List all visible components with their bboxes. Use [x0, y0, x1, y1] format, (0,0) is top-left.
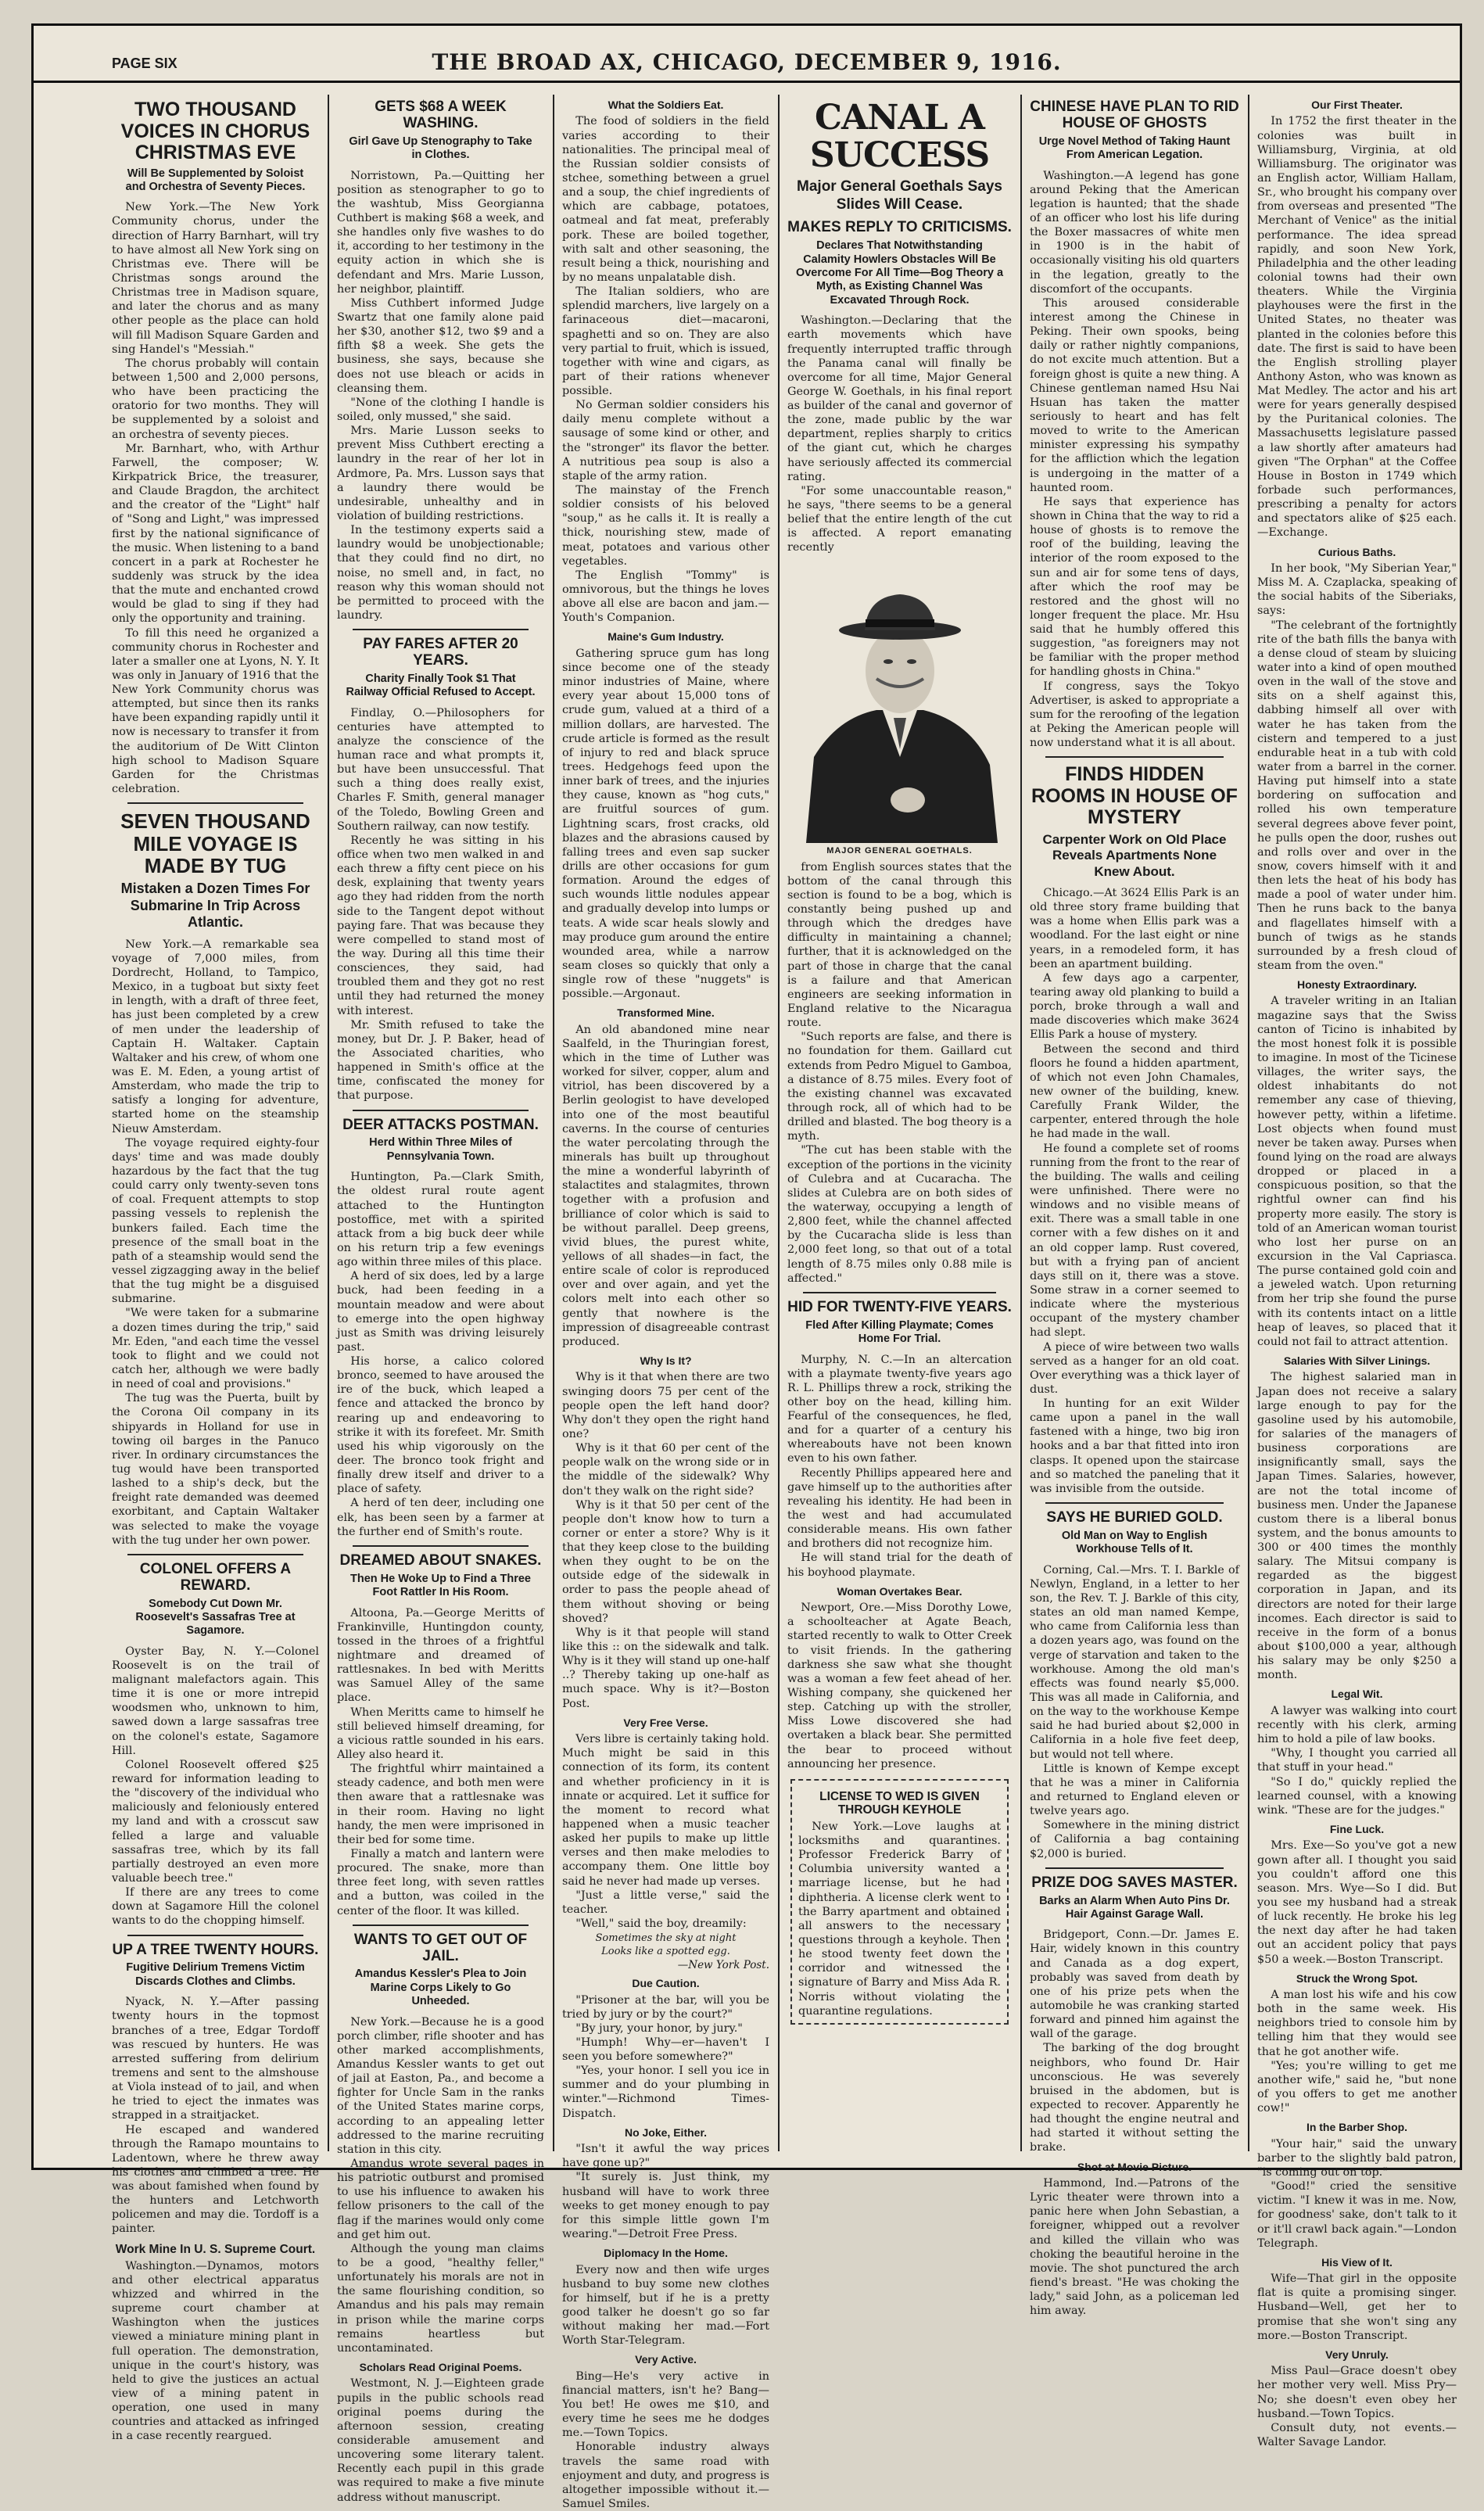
- headline: Very Free Verse.: [623, 1716, 708, 1729]
- paragraph: "The cut has been stable with the exception of the portions in the vicinity of Culebra and at Cucaracha. The slides at Culebra are on both sides of the waterway, occupying a length of 2,800 feet, while the channel affected by the Cucaracha slide is less than 2,000 feet long, so that out of a total length of 8.75 miles only 0.88 mile is affected.": [787, 1144, 1012, 1285]
- paragraph: "By jury, your honor, by jury.": [575, 2021, 743, 2035]
- column-rule: [328, 95, 329, 2151]
- headline: Very Unruly.: [1325, 2348, 1389, 2361]
- photo-caption: MAJOR GENERAL GOETHALS.: [826, 845, 973, 856]
- headline: CANAL A SUCCESS: [809, 98, 990, 176]
- paragraph: Miss Paul—Grace doesn't obey her mother very well. Miss Pry—No; she doesn't even obey her husband.—Town Topics.: [1257, 2365, 1457, 2420]
- headline: Transformed Mine.: [617, 1006, 715, 1020]
- paragraph: Recently he was sitting in his office when two men walked in and each threw a fifty cent piece on his desk, explaining that twenty years ago they had ridden from the north side to the Tangent depot without paying fare. That was because they were compelled to stand most of the way. During all this time their consciences, they said, had troubled them and they got no rest until they had returned the money with interest.: [337, 834, 544, 1017]
- paragraph: Wife—That girl in the opposite flat is quite a promising singer. Husband—Well, get her to promise that she won't sing any more.—Boston Transcript.: [1257, 2272, 1457, 2342]
- article-hidden-rooms: [1030, 764, 1239, 1496]
- subhead: Carpenter Work on Old Place Reveals Apartments None Knew About.: [1042, 831, 1227, 879]
- paragraph: He will stand trial for the death of his boyhood playmate.: [787, 1551, 1012, 1579]
- paragraph: "Prisoner at the bar, will you be tried by jury or by the court?": [562, 1993, 769, 2021]
- paragraph: A piece of wire between two walls served as a hanger for an old coat. Over everything was a thick layer of dust.: [1030, 1340, 1239, 1396]
- paragraph: "So I do," quickly replied the learned counsel, with a knowing wink. "These are for the judges.": [1257, 1775, 1457, 1817]
- paragraph: Bridgeport, Conn.—Dr. James E. Hair, widely known in this country and Canada as a dog expert, probably was saved from death by one of his prize pets when the automobile he was cranking started forward and pinned him against the wall of the garage.: [1030, 1928, 1239, 2041]
- headline: Salaries With Silver Linings.: [1283, 1354, 1431, 1367]
- article-why-is-it: [562, 1355, 769, 1711]
- paragraph: The mainstay of the French soldier consists of his beloved "soup," as he calls it. It is really a thick, nourishing stew, made of meat, potatoes and various other vegetables.: [562, 484, 769, 568]
- article-fares: [337, 637, 544, 1103]
- article-supreme-court-mine: [112, 2243, 319, 2444]
- headline: Curious Baths.: [1317, 545, 1396, 558]
- paragraph: He says that experience has shown in China that the way to rid a house of ghosts is to remove the roof of the building, leaving the interior of the room exposed to the sun and air for some tens of days, after which the roof may be restored and the ghost will no longer frequent the place. Mr. Hsu said that he humbly offered this suggestion, "as foreigners may not be familiar with the proper method for handling ghosts in China.": [1030, 495, 1239, 679]
- paragraph: Washington.—A legend has gone around Peking that the American legation is haunted; that the shade of an officer who lost his life during the Boxer massacres of white men in 1900 is in the habit of occasionally visiting his old quarters in the legation, greatly to the discomfort of the occupants.: [1030, 169, 1239, 296]
- paragraph: Murphy, N. C.—In an altercation with a playmate twenty-five years ago R. L. Phillips threw a rock, striking the other boy on the head, killing him. Fearful of the consequences, he fled, and for a quarter of a century his whereabouts have not been known even to his own father.: [787, 1353, 1012, 1465]
- article-colonel-reward: [112, 1562, 319, 1928]
- divider: [1045, 1867, 1224, 1869]
- paragraph: Recently Phillips appeared here and gave himself up to the authorities after revealing his identity. He had been in the west and had accumulated considerable means. His own father and brothers did not recognize him.: [787, 1466, 1012, 1551]
- divider: [803, 1292, 996, 1293]
- subhead: Somebody Cut Down Mr. Roosevelt's Sassafras Tree at Sagamore.: [135, 1597, 296, 1638]
- divider: [353, 1110, 529, 1111]
- paragraph: Vers libre is certainly taking hold. Much might be said in this connection of its form, its content and whether proficiency in it is innate or acquired. Let it suffice for the moment to record what happened when a music teacher asked her pupils to make up little verses and then make melodies to accompany them. One little boy said he never had made up verses.: [562, 1733, 769, 1888]
- subhead: MAKES REPLY TO CRITICISMS.: [787, 219, 1012, 236]
- paragraph: Nyack, N. Y.—After passing twenty hours in the topmost branches of a tree, Edgar Tordoff was rescued by hunters. He was arrested suffering from delirium tremens and sent to the almshouse at Viola instead of to jail, and when he tried to eject the inmates was strapped in a straitjacket.: [112, 1996, 319, 2122]
- paragraph: The English "Tommy" is omnivorous, but the things he loves above all else are bacon and jam.—Youth's Companion.: [562, 569, 769, 625]
- paragraph: Mr. Smith refused to take the money, but Dr. J. P. Baker, head of the Associated charities, who happened in Smith's office at the time, confiscated the money for that purpose.: [337, 1018, 544, 1103]
- headline: PRIZE DOG SAVES MASTER.: [1031, 1874, 1238, 1891]
- paragraph: Why is it that 50 per cent of the people don't know how to turn a corner or enter a store? Why is it that they keep close to the building when they ought to be on the outside edge of the sidewalk in order to pass the people ahead of them without shoving or being shoved?: [562, 1498, 769, 1625]
- article-canal: [787, 99, 1012, 1286]
- paragraph: In the testimony experts said a laundry would be unobjectionable; that they could find no dirt, no noise, no smell and, in fact, no reason why this woman should not be permitted to proceed with the laundry.: [337, 524, 544, 622]
- article-chorus: [112, 99, 319, 796]
- article-keyhole-license: [790, 1779, 1009, 2025]
- paragraph: A herd of ten deer, including one elk, has been seen by a farmer at the further end of Smith's route.: [337, 1497, 544, 1538]
- column-5: [1030, 95, 1239, 2318]
- article-prize-dog: [1030, 1875, 1239, 2155]
- article-no-joke: [562, 2127, 769, 2241]
- headline: PAY FARES AFTER 20 YEARS.: [363, 636, 518, 669]
- paragraph: Bing—He's very active in financial matters, isn't he? Bang—You bet! He owes me $10, and every time he sees me he dodges me.—Town Topics.: [562, 2369, 769, 2440]
- headline: Legal Wit.: [1331, 1688, 1383, 1701]
- article-free-verse: [562, 1717, 769, 1971]
- column-6: [1257, 95, 1457, 2448]
- paragraph: Somewhere in the mining district of California a bag containing $2,000 is buried.: [1030, 1819, 1239, 1860]
- headline: Honesty Extraordinary.: [1296, 978, 1417, 992]
- headline: Shot at Movie Picture.: [1077, 2160, 1192, 2173]
- divider: [353, 1925, 529, 1926]
- headline: Fine Luck.: [1329, 1822, 1385, 1835]
- article-curious-baths: [1257, 547, 1457, 973]
- subhead: Major General Goethals Says Slides Will Cease.: [797, 178, 1002, 213]
- column-rule: [1248, 95, 1249, 2151]
- paragraph: "Isn't it awful the way prices have gone up?": [562, 2143, 769, 2170]
- article-snakes: [337, 1553, 544, 1918]
- subhead: Urge Novel Method of Taking Haunt From American Legation.: [1038, 135, 1231, 162]
- article-due-caution: [562, 1978, 769, 2121]
- article-tug-voyage: [112, 810, 319, 1548]
- column-rule: [1020, 95, 1022, 2151]
- headline: UP A TREE TWENTY HOURS.: [112, 1941, 319, 1958]
- subhead: Will Be Supplemented by Soloist and Orchestra of Seventy Pieces.: [125, 167, 306, 193]
- newspaper-dateline: THE BROAD AX, CHICAGO, DECEMBER 9, 1916.: [432, 49, 1062, 75]
- headline: No Joke, Either.: [624, 2125, 708, 2139]
- subhead: Then He Woke Up to Find a Three Foot Rattler In His Room.: [350, 1572, 531, 1599]
- headline: Scholars Read Original Poems.: [359, 2360, 522, 2373]
- paragraph: Honorable industry always travels the same road with enjoyment and duty, and progress is altogether impossible without it.—Samuel Smiles.: [562, 2441, 769, 2511]
- paragraph: Why is it that when there are two swinging doors 75 per cent of the people open the left hand door? Why don't they open the right hand one?: [562, 1371, 769, 1440]
- article-wrong-spot: [1257, 1973, 1457, 2116]
- article-soldiers-eat: [562, 99, 769, 625]
- article-up-a-tree: [112, 1942, 319, 2237]
- paragraph: Little is known of Kempe except that he was a miner in California and returned to England eleven or twelve years ago.: [1030, 1762, 1239, 1818]
- paragraph: A traveler writing in an Italian magazine says that the Swiss canton of Ticino is inhabited by the most honest folk it is possible to imagine. In most of the Ticinese villages, the writer says, the oldest inhabitants do not remember any case of thieving, however petty, within a lifetime. Lost objects when found must never be taken away. Purses when found lying on the road are always dropped or placed in a conspicuous position, so that the rightful owner can find his property more easily. The story is told of an American woman tourist who lost her purse on an excursion in the Val Capriasca. The purse contained gold coin and a jeweled watch. Upon returning from her trip she found the purse with its contents intact on a little heap of leaves, so placed that it could not fail to attract attention.: [1257, 995, 1457, 1348]
- paragraph: New York.—A remarkable sea voyage of 7,000 miles, from Dordrecht, Holland, to Tampico, Mexico, in a tugboat but sixty feet in length, with a draft of three feet, has just been completed by a crew of men under the leadership of Captain H. Waltaker. Captain Waltaker and his crew, of whom one was E. M. Eden, a young artist of Amsterdam, who made the trip to satisfy a longing for adventure, started home on the steamship Nieuw Amsterdam.: [112, 938, 319, 1135]
- deck: Declares That Notwithstanding Calamity Howlers Obstacles Will Be Overcome For All Time—Bog Theory a Myth, as Existing Channel Was Excavated Through Rock.: [795, 239, 1004, 307]
- headline: TWO THOUSAND VOICES IN CHORUS CHRISTMAS EVE: [120, 99, 310, 163]
- paragraph: "Just a little verse," said the teacher.: [562, 1889, 769, 1916]
- paragraph: Chicago.—At 3624 Ellis Park is an old three story frame building that was a home when Ellis park was a woodland. For the last eight or nine years, in a remodeled form, it has been an apartment building.: [1030, 887, 1239, 970]
- paragraph: Miss Cuthbert informed Judge Swartz that one family alone paid her $30, another $12, two $9 and a fifth $8 a week. She gets the business, she says, because she does not use bleach or acids in cleansing them.: [337, 296, 544, 395]
- paragraph: Oyster Bay, N. Y.—Colonel Roosevelt is on the trail of malignant malefactors again. This time it is one or more intrepid woodsmen who, unknown to him, sawed down a large sassafras tree on the colonel's estate, Sagamore Hill.: [112, 1645, 319, 1757]
- paragraph: Huntington, Pa.—Clark Smith, the oldest rural route agent attached to the Huntington postoffice, met with a spirited attack from a big buck deer while on his return trip a few evenings ago within three miles of this place.: [337, 1171, 544, 1269]
- paragraph: Norristown, Pa.—Quitting her position as stenographer to go to the washtub, Miss Georgianna Cuthbert is making $68 a week, and she handles only five washes to do it, according to her testimony in the equity action in which she is defendant and Mrs. Marie Lusson, her neighbor, plaintiff.: [337, 169, 544, 296]
- paragraph: Washington.—Dynamos, motors and other electrical apparatus whizzed and whirred in the supreme court chamber at Washington when the justices viewed a miniature mining plant in full operation. The demonstration, unique in the court's history, was held to give the justices an actual view of a mining patent in operation, one used in many countries and attacked as infringed in a case recently reargued.: [112, 2259, 319, 2443]
- paragraph: An old abandoned mine near Saalfeld, in the Thuringian forest, which in the time of Luther was worked for silver, copper, alum and vitriol, has been discovered by a Berlin geologist to have developed into one of the most beautiful caverns. In the course of centuries the water percolating through the minerals has built up throughout the mine a wonderful labyrinth of stalactites and stalagmites, thrown together with a profusion and brilliance of color which is said to be without parallel. Deep greens, vivid blues, the purest white, yellows of all shades—in fact, the entire scale of color is reproduced over and over again, and yet the colors melt into each other so gently that nowhere is the impression of disagreeable contrast produced.: [562, 1023, 769, 1348]
- paragraph: Although the young man claims to be a good, "healthy feller," unfortunately his morals are not in the same flourishing condition, so Amandus and his pals may remain in prison while the marine corps remains heartless but uncontaminated.: [337, 2242, 544, 2355]
- newspaper-page: [31, 23, 1462, 2511]
- paragraph: In hunting for an exit Wilder came upon a panel in the wall fastened with a hinge, two big iron hooks and a bar that fitted into iron clasps. It opened upon the staircase and so matched the paneling that it was invisible from the outside.: [1030, 1397, 1239, 1495]
- headline: SAYS HE BURIED GOLD.: [1046, 1509, 1223, 1526]
- paragraph: His horse, a calico colored bronco, seemed to have aroused the ire of the buck, which leaped a fence and attacked the bronco by rearing up and endeavoring to strike it with its forefeet. Mr. Smith used his whip vigorously on the deer. The bronco took fright and finally drew itself and driver to a place of safety.: [337, 1355, 544, 1496]
- paragraph: He escaped and wandered through the Ramapo mountains to Ladentown, where he threw away his clothes and climbed a tree. He was about famished when found by the hunters and Letchworth policemen and may die. Tordoff is a painter.: [112, 2123, 319, 2236]
- headline: Struck the Wrong Spot.: [1296, 1971, 1418, 1985]
- paragraph: Altoona, Pa.—George Meritts of Frankinville, Huntingdon county, tossed in the throes of a frightful nightmare and dreamed of rattlesnakes. In bed with Meritts was Samuel Alley of the same place.: [337, 1606, 544, 1705]
- paragraph: "Yes, your honor. I sell you ice in summer and do your plumbing in winter."—Richmond Times-Dispatch.: [562, 2064, 769, 2120]
- column-rule: [778, 95, 780, 2151]
- paragraph: Newport, Ore.—Miss Dorothy Lowe, a schoolteacher at Agate Beach, started recently to walk to Otter Creek to visit friends. In the gathering darkness she saw what she thought was a woman a few feet ahead of her. Wishing company, she quickened her step. Catching up with the stroller, Miss Lowe discovered she had overtaken a black bear. She permitted the bear to proceed without announcing her presence.: [787, 1602, 1012, 1770]
- column-1: [112, 95, 319, 2443]
- paragraph: Every now and then wife urges husband to buy some new clothes for himself, but if he is a pretty good talker he doesn't go so far without making her mad.—Fort Worth Star-Telegram.: [562, 2263, 769, 2348]
- article-gum: [562, 631, 769, 1001]
- paragraph: "It surely is. Just think, my husband will have to work three weeks to get money enough to pay for this simple little gown I'm wearing."—Detroit Free Press.: [562, 2171, 769, 2240]
- paragraph: Corning, Cal.—Mrs. T. I. Barkle of Newlyn, England, in a letter to her son, the Rev. T. J. Barkle of this city, states an old man named Kempe, who came from California less than a dozen years ago, was found on the verge of starvation and taken to the workhouse. Among the old man's effects was found nearly $5,000. This was all made in California, and on the way to the workhouse Kempe said he had buried about $2,000 in California in a hole five feet deep, but would not tell where.: [1030, 1563, 1239, 1761]
- article-his-view: [1257, 2257, 1457, 2343]
- verse-line: Sometimes the sky at night: [595, 1932, 737, 1945]
- subhead: Girl Gave Up Stenography to Take in Clothes.: [349, 135, 532, 162]
- article-barber-shop: [1257, 2122, 1457, 2251]
- paragraph: "Humph! Why—er—haven't I seen you before somewhere?": [562, 2036, 769, 2064]
- article-poems: [337, 2362, 544, 2505]
- paragraph: Consult duty, not events.—Walter Savage Landor.: [1257, 2421, 1457, 2448]
- paragraph: "Good!" cried the sensitive victim. "I knew it was in me. Now, for goodness' sake, don't talk to it or it'll crawl back again."—London Telegraph.: [1257, 2180, 1457, 2250]
- headline: DREAMED ABOUT SNAKES.: [339, 1551, 542, 1569]
- paragraph: The Italian soldiers, who are splendid marchers, live largely on a farinaceous diet—macaroni, spaghetti and so on. They are also very partial to fruit, which is issued, together with wine and cigars, as part of their rations whenever possible.: [562, 285, 769, 398]
- divider: [353, 629, 529, 630]
- column-4: [787, 95, 1012, 2151]
- paragraph: The barking of the dog brought neighbors, who found Dr. Hair unconscious. He was severely bruised in the abdomen, but is expected to recover. Apparently he had thought the engine neutral and had started it without setting the brake.: [1030, 2042, 1239, 2154]
- paragraph: Mrs. Exe—So you've got a new gown after all. I thought you said you couldn't afford one this season. Mrs. Wye—So I did. But you see my husband had a streak of luck recently. He broke his leg the next day after he had taken out an accident policy that pays $50 a week.—Boston Transcript.: [1257, 1839, 1457, 1966]
- article-washing: [337, 99, 544, 622]
- paragraph: He found a complete set of rooms running from the front to the rear of the building. The walls and ceiling were unfinished. There were no windows and no visible means of exit. There was a small table in one corner with a few dishes on it and an old copper lamp. Rust covered, but with a frying pan of ancient days still on it, there was a stove. Some straw in a corner seemed to indicate where the mysterious occupant of the mystery chamber had slept.: [1030, 1142, 1239, 1340]
- paragraph: In 1752 the first theater in the colonies was built in Williamsburg, Virginia, at old Williamsburg. The originator was an English actor, William Hallam, Sr., who brought his company over from overseas and presented "The Merchant of Venice" as the initial performance. The idea spread rapidly, and soon New York, Philadelphia and the other leading colonial towns had their own theaters. While the Virginia playhouses were the first in the United States, no theater was planted in the colonies before this date. The first is said to have been the English strolling player Anthony Aston, who was known as Mat Medley. The actor and his art were for years generally despised by the Puritanical colonies. The Massachusetts legislature passed a law shortly after amateurs had given "The Orphan" at the Coffee House in Boston in 1749 which forbade such performances, prescribing a penalty for actors and spectators alike of $25 each.—Exchange.: [1257, 115, 1457, 540]
- paragraph: No German soldier considers his daily menu complete without a sausage of some kind or other, and the "stronger" its flavor the better. A nutritious pea soup is also a staple of the army ration.: [562, 399, 769, 482]
- article-hid-25-years: [787, 1300, 1012, 1580]
- paragraph: Hammond, Ind.—Patrons of the Lyric theater were thrown into a panic here when John Sebastian, a foreigner, whipped out a revolver and killed the villain who was choking the beautiful heroine in the movie. The shot punctured the arch fiend's breast. "He was choking the lady," said John, as a policeman led him away.: [1030, 2176, 1239, 2318]
- headline: SEVEN THOUSAND MILE VOYAGE IS MADE BY TUG: [120, 809, 310, 878]
- article-mine: [562, 1007, 769, 1349]
- article-salaries: [1257, 1355, 1457, 1682]
- subhead: Amandus Kessler's Plea to Join Marine Corps Likely to Go Unheeded.: [354, 1968, 527, 2008]
- headline: In the Barber Shop.: [1306, 2121, 1408, 2134]
- paragraph: If there are any trees to come down at Sagamore Hill the colonel wants to do the chopping himself.: [112, 1886, 319, 1928]
- verse-line: Looks like a spotted egg.: [601, 1946, 730, 1958]
- divider: [127, 1554, 303, 1555]
- divider: [353, 1545, 529, 1547]
- paragraph: A man lost his wife and his cow both in the same week. His neighbors tried to console him by telling him that they would see that he got another wife.: [1257, 1989, 1457, 2058]
- paragraph: Mr. Barnhart, who, with Arthur Farwell, the composer; W. Kirkpatrick Brice, the treasurer, and Claude Bragdon, the architect and the creator of the "Light" half of "Song and Light," was impressed first by the national significance of the music. When listening to a band concert in a park at Rochester he suddenly was struck by the idea that the mute and enchanted crowd would be glad to sing if they had only the opportunity and training.: [112, 442, 319, 626]
- paragraph: Colonel Roosevelt offered $25 reward for information leading to the "discovery of the individual who maliciously and feloniously entered my land and with a crosscut saw felled a large and valuable sassafras tree, which by its fall partially destroyed an even more valuable beech tree.": [112, 1758, 319, 1885]
- article-ghosts: [1030, 99, 1239, 750]
- paragraph: The highest salaried man in Japan does not receive a salary large enough to pay for the gasoline used by his automobile, for salaries of the managers of business corporations are insignificantly small, says the Japan Times. Salaries, however, are not the total income of business men. Under the Japanese custom there is a liberal bonus system, and the bonus amounts to 300 or 400 times the monthly salary. The Mitsui company is regarded as the biggest corporation in Japan, and its directors are noted for their large incomes. Each director is said to receive in the form of a bonus about $100,000 a year, although his salary may be only $250 a month.: [1257, 1371, 1457, 1682]
- headline: Diplomacy In the Home.: [604, 2247, 728, 2260]
- headline: DEER ATTACKS POSTMAN.: [342, 1116, 539, 1133]
- headline: LICENSE TO WED IS GIVEN THROUGH KEYHOLE: [819, 1789, 980, 1817]
- paragraph: "Yes; you're willing to get me another wife," said he, "but none of you offers to get me another cow!": [1257, 2059, 1457, 2115]
- article-jail: [337, 1932, 544, 2355]
- paragraph: "Why, I thought you carried all that stuff in your head.": [1257, 1747, 1457, 1774]
- divider: [127, 802, 303, 804]
- subhead: Fled After Killing Playmate; Comes Home For Trial.: [805, 1318, 994, 1346]
- headline: COLONEL OFFERS A REWARD.: [139, 1560, 292, 1594]
- article-deer: [337, 1117, 544, 1539]
- paragraph: A few days ago a carpenter, tearing away old planking to build a porch, broke through a wall and made discoveries which make 3624 Ellis Park a house of mystery.: [1030, 971, 1239, 1042]
- divider: [1045, 756, 1224, 758]
- paragraph: In her book, "My Siberian Year," Miss M. A. Czaplacka, speaking of the social habits of the Siberiaks, says:: [1257, 562, 1457, 618]
- paragraph: Findlay, O.—Philosophers for centuries have attempted to analyze the conscience of the human race and what prompts it, but have been unsuccessful. That such a thing does really exist, Charles F. Smith, general manager of the Toledo, Bowling Green and Southern railway, can now testify.: [337, 706, 544, 833]
- paragraph: from English sources states that the bottom of the canal through this section is found to be a bog, which is constantly being pushed up and through which the dredges have difficulty in maintaining a channel; further, that it is acknowledged on the part of those in charge that the canal is a failure and that American engineers are seeking information in England relative to the Nicaragua route.: [787, 860, 1012, 1030]
- column-2: [337, 95, 544, 2504]
- headline: HID FOR TWENTY-FIVE YEARS.: [787, 1298, 1012, 1315]
- headline: Very Active.: [635, 2353, 697, 2366]
- paragraph: When Meritts came to himself he still believed himself dreaming, for a vicious rattle sounded in his ears. Alley also heard it.: [337, 1706, 544, 1761]
- paragraph: Gathering spruce gum has long since become one of the steady minor industries of Maine, where every year about 15,000 tons of crude gum, valued at a third of a million dollars, are harvested. The crude article is formed as the result of injury to red and black spruce trees. Hedgehogs feed upon the inner bark of trees, and the injuries they cause, known as "hog cuts," are fruitful sources of gum. Lightning scars, frost cracks, old blazes and the abrasions caused by falling trees and even sap sucker drills are other occasions for gum formation. Around the edges of such wounds little nodules appear and gradually develop into lumps or teats. A wide scar heals slowly and may produce gum around the entire wounded area, while a narrow seam closes so quickly that only a single row of these "nuggets" is possible.—Argonaut.: [562, 647, 769, 1001]
- paragraph: Mrs. Marie Lusson seeks to prevent Miss Cuthbert erecting a laundry in the rear of her lot in Ardmore, Pa. Mrs. Lusson says that a laundry there would be undesirable, unhealthy and in violation of building restrictions.: [337, 425, 544, 522]
- paragraph: If congress, says the Tokyo Advertiser, is asked to appropriate a sum for the reroofing of the legation at Peking the American people will now understand what it is all about.: [1030, 680, 1239, 750]
- credit: —New York Post.: [677, 1959, 769, 1972]
- article-very-active: [562, 2354, 769, 2511]
- paragraph: New York.—Because he is a good porch climber, rifle shooter and has other marked accomplishments, Amandus Kessler wants to get out of jail at Easton, Pa., and become a fighter for Uncle Sam in the ranks of the United States marine corps, according to an appealing letter addressed to the marine recruiting station in this city.: [337, 2015, 544, 2156]
- paragraph: Westmont, N. J.—Eighteen grade pupils in the public schools read original poems during the afternoon session, creating considerable amusement and uncovering some literary talent. Recently each pupil in this grade was required to make a five minute address without manuscript.: [337, 2377, 544, 2504]
- article-fine-luck: [1257, 1824, 1457, 1967]
- paragraph: A lawyer was walking into court recently with his clerk, arming him to hold a pile of law books.: [1257, 1704, 1457, 1746]
- article-legal-wit: [1257, 1688, 1457, 1817]
- paragraph: This aroused considerable interest among the Chinese in Peking. Their own spooks, being daily or rather nightly companions, do not excite much attention. But a foreign ghost is quite a new thing. A Chinese gentleman named Hsu Nai Hsuan has taken the matter seriously to heart and has felt moved to write to the American minister expressing his sympathy for the affliction which the legation is undergoing in the matter of a haunted room.: [1030, 296, 1239, 494]
- paragraph: "Well," said the boy, dreamily:: [575, 1917, 747, 1930]
- paragraph: "None of the clothing I handle is soiled, only mussed," she said.: [337, 396, 544, 423]
- article-diplomacy: [562, 2247, 769, 2348]
- subhead: Old Man on Way to English Workhouse Tells of It.: [1061, 1529, 1208, 1556]
- paragraph: The frightful whirr maintained a steady cadence, and both men were then aware that a rattlesnake was in their room. Having no light handy, the men were imprisoned in their bed for some time.: [337, 1763, 544, 1846]
- paragraph: The voyage required eighty-four days' time and was made doubly hazardous by the fact that the tug could carry only twenty-seven tons of coal. Frequent attempts to stop passing vessels to replenish the bunkers failed. Each time the presence of the small boat in the path of a steamship would send the vessel zigzagging away in the belief that the tug might be a disguised submarine.: [112, 1136, 319, 1306]
- paragraph: New York.—Love laughs at locksmiths and quarantines. Professor Frederick Barry of Columbia university wanted a marriage license, but he had diphtheria. A license clerk went to the Barry apartment and obtained all answers to the necessary questions through a keyhole. Then he stood twenty feet down the corridor and witnessed the signature of Barry and Miss Ada R. Norris without violating the quarantine regulations.: [798, 1820, 1001, 2018]
- headline: Why Is It?: [640, 1354, 692, 1367]
- paragraph: Why is it that people will stand like this :: on the sidewalk and talk. Why is it they will stand up one-half ..? Thereby taking up one-half as much space. Why is it?—Boston Post.: [562, 1626, 769, 1710]
- paragraph: Amandus wrote several pages in his patriotic outburst and promised to use his influence to awaken his fellow prisoners to the call of the flag if the marines would only come and get him out.: [337, 2158, 544, 2241]
- headline: His View of It.: [1321, 2255, 1393, 2269]
- paragraph: A herd of six does, led by a large buck, had been feeding in a mountain meadow and were about to emerge into the open highway just as Smith was driving leisurely past.: [337, 1270, 544, 1354]
- headline: What the Soldiers Eat.: [608, 99, 724, 111]
- column-rule: [553, 95, 554, 2151]
- columns: [112, 95, 1457, 2511]
- divider: [127, 1935, 303, 1936]
- divider: [1045, 1502, 1224, 1504]
- paragraph: To fill this need he organized a community chorus in Rochester and later a smaller one at Lyons, N. Y. It was only in January of 1916 that the New York Community chorus was attempted, but since then its ranks have been expanding rapidly until it now is necessary to transfer it from the auditorium of De Witt Clinton high school to Madison Square Garden for the Christmas celebration.: [112, 626, 319, 796]
- paragraph: Why is it that 60 per cent of the people walk on the wrong side or in the middle of the sidewalk? Why don't they walk on the right side?: [562, 1442, 769, 1498]
- paragraph: The chorus probably will contain between 1,500 and 2,000 persons, who have been practicing the oratorio for two months. They will be supplemented by a soloist and an orchestra of seventy pieces.: [112, 357, 319, 441]
- paragraph: Between the second and third floors he found a hidden apartment, of which not even John Chamales, new owner of the building, knew. Carefully Frank Wilder, the carpenter, entered through the hole he had made in the wall.: [1030, 1042, 1239, 1141]
- page-number-label: PAGE SIX: [112, 56, 177, 71]
- masthead: [34, 26, 1460, 83]
- headline: Due Caution.: [632, 1977, 700, 1990]
- subhead: Fugitive Delirium Tremens Victim Discards Clothes and Climbs.: [126, 1961, 305, 1988]
- article-first-theater: [1257, 99, 1457, 540]
- headline: Woman Overtakes Bear.: [837, 1584, 962, 1598]
- headline: CHINESE HAVE PLAN TO RID HOUSE OF GHOSTS: [1030, 99, 1239, 131]
- paragraph: Washington.—Declaring that the earth movements which have frequently interrupted traffic through the Panama canal will finally be overcome for all time, Major General George W. Goethals, in his final report as builder of the canal and governor of the zone, made public by the war department, replies sharply to critics of the giant cut, which he charges have seriously affected its commercial rating.: [787, 314, 1012, 483]
- paragraph: "Your hair," said the unwary barber to the slightly bald patron, "is coming out on top.": [1257, 2137, 1457, 2179]
- subhead: Mistaken a Dozen Times For Submarine In Trip Across Atlantic.: [120, 880, 310, 931]
- paragraph: "The celebrant of the fortnightly rite of the bath fills the banya with a dense cloud of steam by sluicing water into a kind of open mouthed oven in the wall of the stove and sits on a shelf against this, dabbing himself all over with water he has taken from the cistern and tempered to a just endurable heat in a tub with cold water from a barrel in the corner. Having put himself into a state bordering on suffocation and rolled his own temperature several degrees above fever point, he pulls open the door, rushes out and rolls over and over in the snow, covers himself with it and then lets the heat of his body has made a pool of water under him. Then he runs back to the banya and flagellates himself with a bunch of twigs as he stands surrounded by a fresh cloud of steam from the oven.": [1257, 619, 1457, 972]
- article-woman-bear: [787, 1586, 1012, 1771]
- subhead: Herd Within Three Miles of Pennsylvania Town.: [369, 1136, 512, 1163]
- headline: GETS $68 A WEEK WASHING.: [375, 99, 507, 131]
- article-buried-gold: [1030, 1510, 1239, 1861]
- subhead: Barks an Alarm When Auto Pins Dr. Hair Against Garage Wall.: [1039, 1894, 1230, 1921]
- headline: Maine's Gum Industry.: [608, 630, 724, 644]
- paragraph: "For some unaccountable reason," he says, "there seems to be a general belief that the entire length of the cut is affected. A report emanating recently: [787, 484, 1012, 554]
- headline: Our First Theater.: [1311, 99, 1403, 111]
- paragraph: New York.—The New York Community chorus, under the direction of Harry Barnhart, will try to have almost all New York sing on Christmas eve. There will be Christmas songs around the Christmas tree in Madison square, and later the chorus and as many other people as the place can hold will fill Madison Square Garden and sing Handel's "Messiah.": [112, 201, 319, 356]
- subhead: Charity Finally Took $1 That Railway Official Refused to Accept.: [346, 672, 536, 699]
- headline: FINDS HIDDEN ROOMS IN HOUSE OF MYSTERY: [1031, 763, 1238, 829]
- headline: WANTS TO GET OUT OF JAIL.: [353, 1931, 528, 1964]
- paragraph: Finally a match and lantern were procured. The snake, more than three feet long, with seven rattles and a button, was coiled in the center of the floor. It was killed.: [337, 1847, 544, 1917]
- headline: Work Mine In U. S. Supreme Court.: [115, 2242, 316, 2256]
- article-very-unruly: [1257, 2349, 1457, 2449]
- article-honesty: [1257, 979, 1457, 1349]
- paragraph: The tug was the Puerta, built by the Corona Oil company in its shipyards in Holland for use in towing oil barges in the Panuco river. In ordinary circumstances the tug would have been transported lashed to a ship's deck, but the freight rate demanded was deemed exorbitant, and Captain Waltaker was selected to make the voyage with the tug under her own power.: [112, 1392, 319, 1547]
- article-movie-shot: [1030, 2161, 1239, 2319]
- paragraph: The food of soldiers in the field varies according to their nationalities. The principal meal of the Russian soldier consists of stchee, something between a gruel and a soup, the chief ingredients of which are cabbage, potatoes, oatmeal and fat meat, preferably pork. These are boiled together, with salt and other seasoning, the result being a thick, nourishing and by no means unpalatable dish.: [562, 115, 769, 284]
- paragraph: "We were taken for a submarine a dozen times during the trip," said Mr. Eden, "and each time the vessel took to flight and we could not catch her, although we were badly in need of coal and provisions.": [112, 1307, 319, 1391]
- paragraph: "Such reports are false, and there is no foundation for them. Gaillard cut extends from Pedro Miguel to Gamboa, a distance of 8.75 miles. Every foot of the existing channel was excavated through rock, all of which had to be drilled and blasted. The bog theory is a myth.: [787, 1031, 1012, 1143]
- portrait-goethals: [790, 561, 1009, 843]
- column-3: [562, 95, 769, 2511]
